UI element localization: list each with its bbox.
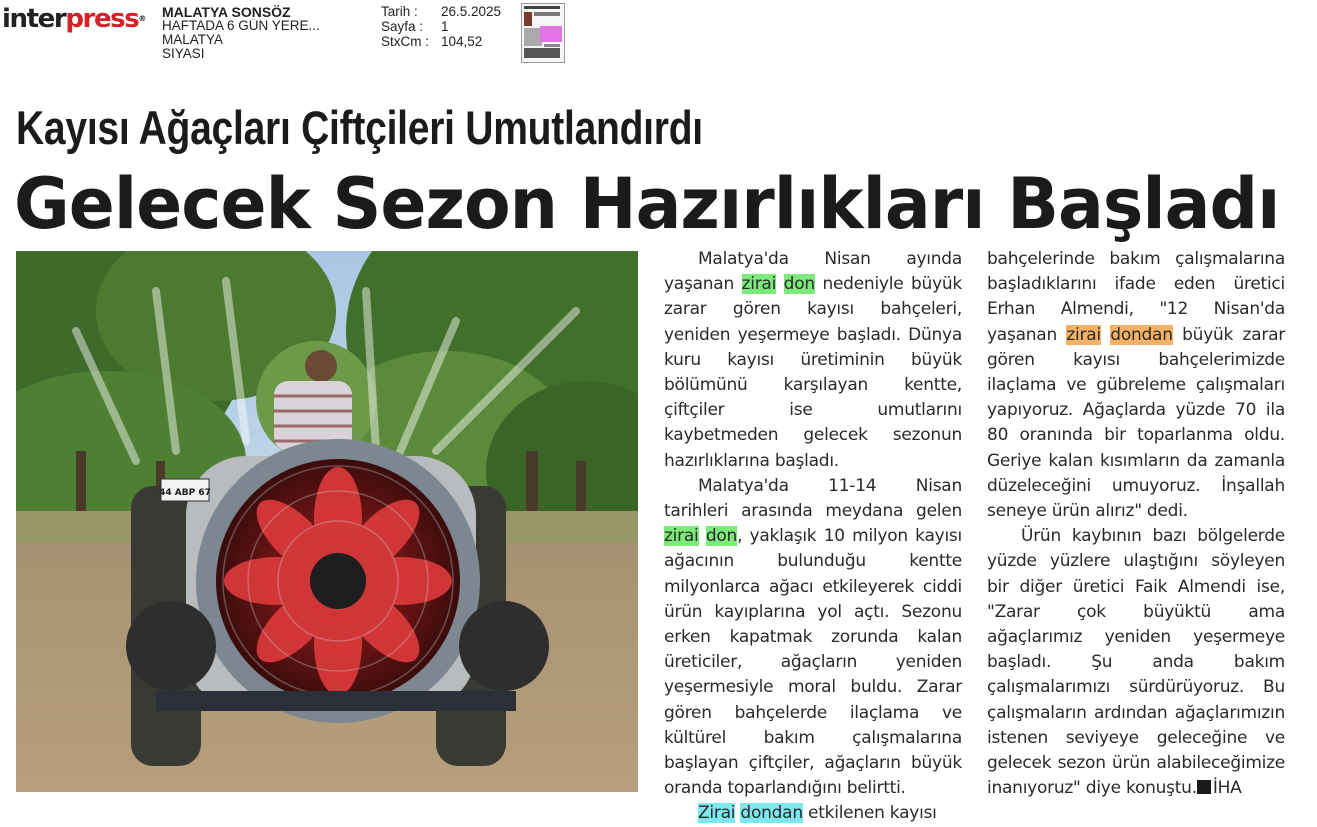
logo-main-text: inter bbox=[2, 4, 66, 34]
space bbox=[1101, 325, 1110, 345]
news-agency-source: İHA bbox=[1212, 778, 1242, 799]
paragraph-1 bbox=[664, 247, 962, 474]
publication-name: MALATYA SONSÖZ bbox=[162, 5, 291, 19]
publication-info bbox=[162, 5, 367, 61]
publication-category: SİYASİ bbox=[162, 47, 205, 61]
page-row bbox=[381, 19, 521, 34]
highlight-zirai: zirai bbox=[741, 274, 777, 295]
date-label: Tarih : bbox=[381, 4, 418, 19]
paragraph-3-text-continued: bahçelerinde bakım çalışmalarına başladıklarını ifade eden üretici Erhan Almendi, "12 Nisan'da yaşanan bbox=[987, 249, 1285, 345]
space bbox=[776, 274, 784, 294]
license-plate-text: 44 ABP 67 bbox=[159, 488, 211, 498]
page-value: 1 bbox=[441, 19, 449, 34]
paragraph-3-text-b: büyük zarar gören kayısı bahçelerimizde ilaçlama ve gübreleme çalışmaları yapıyoruz. Ağaçlarda yüzde 70 ila 80 oranında bir toparlanma oldu. Geriye kalan kısımların da zamanla düzeleceğini umuyoruz. İnşallah seneye ürün alırız" dedi. bbox=[987, 324, 1285, 522]
size-label: StxCm : bbox=[381, 34, 430, 49]
article-photo bbox=[16, 251, 638, 792]
clipping-meta bbox=[381, 4, 521, 49]
highlight-don: don bbox=[705, 526, 738, 547]
article-kicker: Kayısı Ağaçları Çiftçileri Umutlandırdı bbox=[16, 101, 703, 154]
date-row bbox=[381, 4, 521, 19]
page-label: Sayfa : bbox=[381, 19, 424, 34]
paragraph-3 bbox=[664, 801, 962, 826]
article-headline: Gelecek Sezon Hazırlıkları Başladı bbox=[14, 163, 1280, 245]
highlight-zirai: zirai bbox=[664, 526, 699, 547]
end-of-article-square-icon bbox=[1197, 780, 1211, 794]
highlight-don: don bbox=[783, 274, 815, 295]
space bbox=[699, 526, 706, 546]
registered-mark: ® bbox=[138, 14, 147, 23]
date-value: 26.5.2025 bbox=[441, 4, 502, 19]
paragraph-4-text: Ürün kaybının bazı bölgelerde yüzde yüzlere ulaştığını söyleyen bir diğer üretici Faik Almendi ise, "Zarar çok büyüktü ama ağaçlarımız yeniden yeşermeye başladı. Şu anda bakım çalışmalarımızı sürdürüyoruz. Bu çalışmaların ardından ağaçlarımızın istenen seviyeye geleceğine ve gelecek sezon ürün alabileceğimize inanıyoruz" diye konuştu. bbox=[987, 526, 1285, 799]
body-column-2 bbox=[987, 247, 1285, 801]
paragraph-1-text-b: nedeniyle büyük zarar gören kayısı bahçeleri, yeniden yeşermeye başladı. Dünya kuru kayısı üretiminin büyük bölümünü karşılayan kentte, çiftçiler ise umutlarını kaybetmeden gelecek sezonun hazırlıklarına başladı. bbox=[664, 274, 962, 471]
publication-frequency: HAFTADA 6 GÜN YERE... bbox=[162, 19, 320, 33]
interpress-logo bbox=[2, 4, 146, 34]
size-row bbox=[381, 34, 521, 49]
size-value: 104,52 bbox=[441, 34, 483, 49]
paragraph-1-text-a: Malatya'da Nisan ayında yaşanan bbox=[664, 249, 962, 295]
paragraph-2-text-a: Malatya'da 11-14 Nisan tarihleri arasında meydana gelen bbox=[664, 475, 962, 522]
paragraph-2 bbox=[664, 474, 962, 802]
highlight-zirai: Zirai bbox=[698, 803, 736, 824]
paragraph-3-continued bbox=[987, 247, 1285, 524]
paragraph-3-text-a: etkilenen kayısı bbox=[802, 803, 937, 824]
highlight-zirai: zirai bbox=[1066, 324, 1101, 345]
highlight-dondan: dondan bbox=[1110, 324, 1173, 345]
page-thumbnail[interactable] bbox=[521, 3, 565, 63]
highlight-dondan: dondan bbox=[740, 803, 803, 824]
paragraph-4 bbox=[987, 524, 1285, 801]
logo-accent-text: press bbox=[65, 4, 139, 34]
publication-city: MALATYA bbox=[162, 33, 224, 47]
paragraph-2-text-b: , yaklaşık 10 milyon kayısı ağacının bulunduğu kentte milyonlarca ağacı etkileyerek ciddi ürün kayıplarına yol açtı. Sezonu erken kapatmak zorunda kalan üreticiler, ağaçların yeniden yeşermesiyle moral buldu. Zarar gören bahçelerde ilaçlama ve kültürel bakım çalışmalarına başlayan çiftçiler, ağaçların büyük oranda toparlandığını belirtti. bbox=[664, 526, 963, 799]
body-column-1 bbox=[664, 247, 962, 827]
